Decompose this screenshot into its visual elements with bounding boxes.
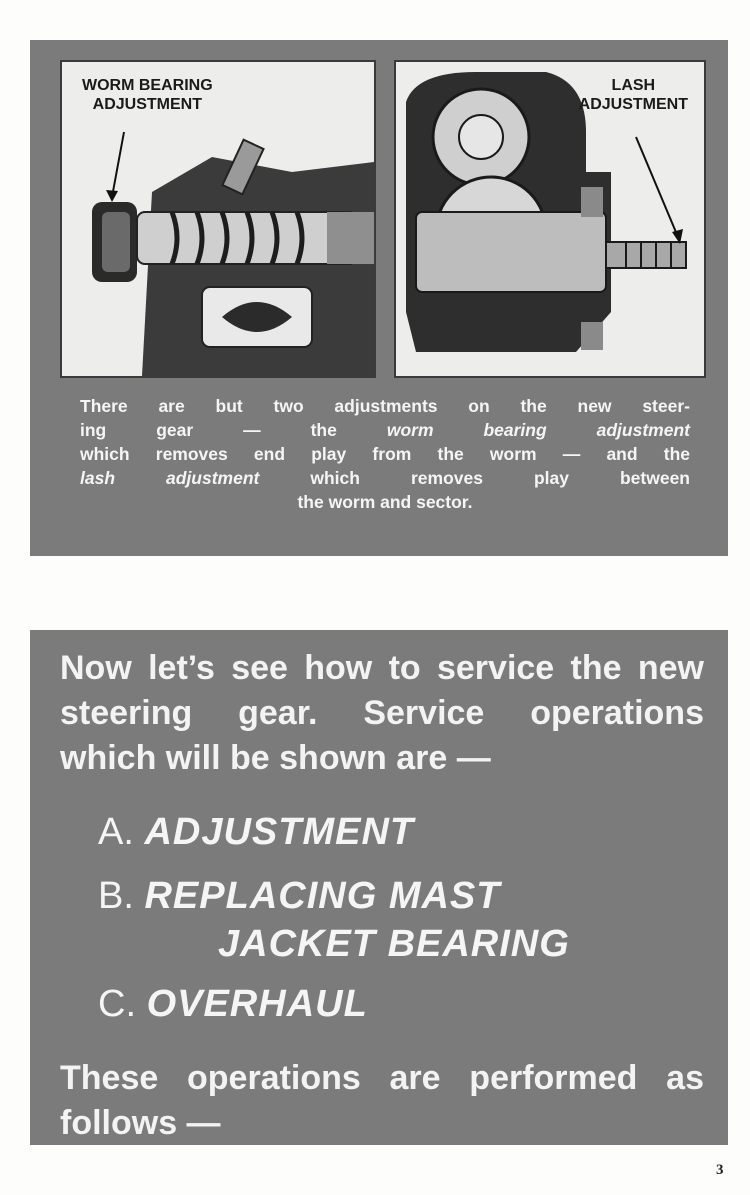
caption-line: which removes end play from the worm — and the — [80, 444, 690, 464]
operation-c — [98, 980, 368, 1028]
operation-title: ADJUSTMENT — [144, 811, 415, 853]
closing-line: follows — — [60, 1104, 221, 1142]
operation-letter: C. — [98, 983, 136, 1025]
figure-caption — [80, 394, 690, 514]
intro-text — [60, 646, 704, 781]
intro-line: Now let’s see how to service the new — [60, 649, 704, 687]
caption-line — [80, 466, 690, 490]
operation-title: OVERHAUL — [146, 983, 368, 1025]
closing-line: These operations are performed as — [60, 1059, 704, 1097]
top-panel — [30, 40, 728, 556]
operation-title: REPLACING MAST — [144, 875, 501, 917]
page-number: 3 — [716, 1162, 724, 1178]
lash-label-line2: ADJUSTMENT — [578, 96, 688, 113]
worm-bearing-figure — [60, 60, 376, 378]
caption-line: the worm and sector. — [297, 492, 473, 512]
worm-bearing-label — [82, 76, 213, 114]
operation-a — [98, 808, 414, 856]
operation-title: JACKET BEARING — [218, 923, 570, 965]
closing-text — [60, 1056, 704, 1146]
intro-line: steering gear. Service operations — [60, 694, 704, 732]
worm-bearing-label-line2: ADJUSTMENT — [92, 96, 202, 113]
worm-bearing-label-line1: WORM BEARING — [82, 77, 213, 94]
lash-adjustment-emphasis: lash adjustment — [80, 468, 260, 488]
operation-b-continuation — [218, 920, 570, 968]
lash-label-line1: LASH — [611, 77, 656, 94]
caption-text: ing gear — the — [80, 420, 337, 440]
worm-bearing-adjustment-emphasis: worm bearing adjustment — [386, 420, 690, 440]
caption-line: There are but two adjustments on the new steer- — [80, 396, 690, 416]
operation-letter: B. — [98, 875, 134, 917]
operation-letter: A. — [98, 811, 134, 853]
operation-b — [98, 872, 500, 920]
bottom-panel — [30, 630, 728, 1145]
intro-line: which will be shown are — — [60, 739, 491, 777]
lash-label — [579, 76, 688, 114]
caption-text: which removes play between — [310, 468, 690, 488]
caption-line — [80, 418, 690, 442]
lash-figure — [394, 60, 706, 378]
